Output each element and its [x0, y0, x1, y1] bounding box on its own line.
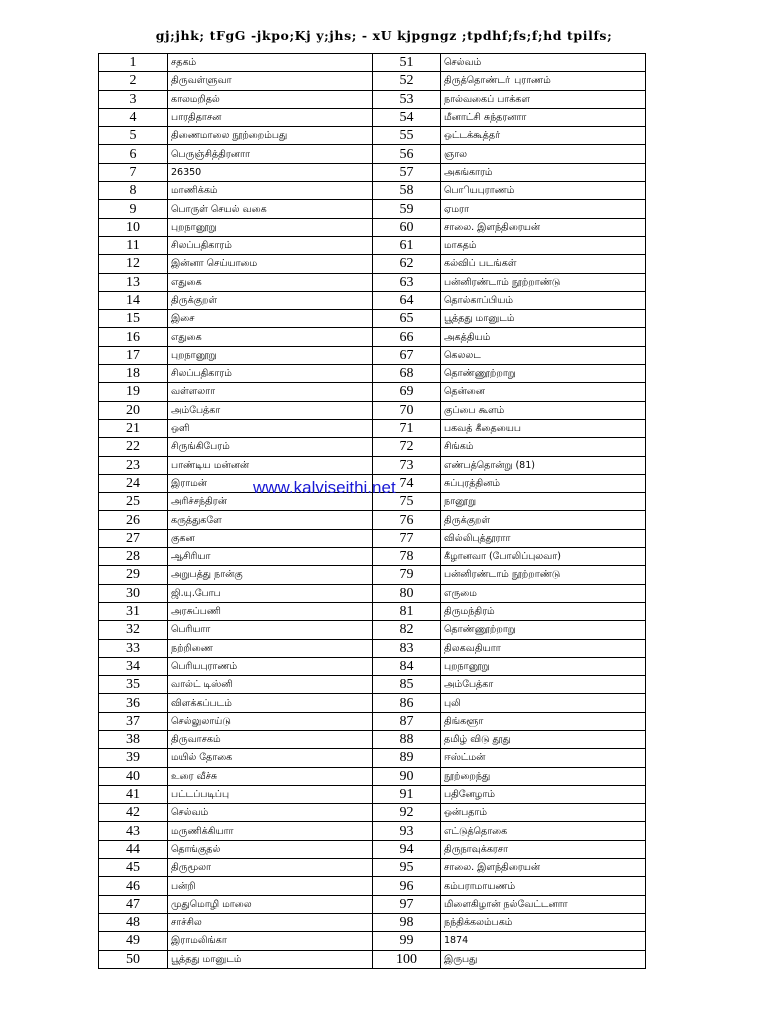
answer-cell: இசை: [168, 310, 373, 328]
answer-cell: பன்றி: [168, 877, 373, 895]
question-number: 73: [373, 456, 441, 474]
question-number: 66: [373, 328, 441, 346]
question-number: 14: [99, 291, 168, 309]
answer-cell: அம்பேத்கா: [168, 401, 373, 419]
answer-cell: பூத்தது மானுடம்: [168, 950, 373, 968]
answer-cell: நானூறு: [441, 493, 646, 511]
answer-cell: நற்றிணை: [168, 639, 373, 657]
question-number: 56: [373, 145, 441, 163]
answer-cell: இராமன்: [168, 474, 373, 492]
table-row: [99, 840, 646, 858]
answer-cell: தொண்ணூற்றாறு: [441, 365, 646, 383]
question-number: 41: [99, 785, 168, 803]
question-number: 61: [373, 236, 441, 254]
question-number: 40: [99, 767, 168, 785]
answer-cell: பகவத் கீதையைப: [441, 419, 646, 437]
question-number: 72: [373, 438, 441, 456]
question-number: 53: [373, 90, 441, 108]
question-number: 19: [99, 383, 168, 401]
table-row: [99, 511, 646, 529]
answer-cell: தொங்குதல்: [168, 840, 373, 858]
question-number: 16: [99, 328, 168, 346]
answer-cell: அரிச்சந்திரன்: [168, 493, 373, 511]
question-number: 6: [99, 145, 168, 163]
question-number: 54: [373, 108, 441, 126]
answer-cell: முதுமொழி மாலை: [168, 895, 373, 913]
question-number: 92: [373, 804, 441, 822]
answer-cell: பெருஞ்சித்திரனாா: [168, 145, 373, 163]
question-number: 22: [99, 438, 168, 456]
answer-cell: கம்பராமாயணம்: [441, 877, 646, 895]
answer-cell: புறநானூறு: [168, 346, 373, 364]
answer-cell: புறநானூறு: [168, 218, 373, 236]
table-row: [99, 712, 646, 730]
answer-cell: கெலலட: [441, 346, 646, 364]
answer-cell: 26350: [168, 163, 373, 181]
table-row: [99, 346, 646, 364]
answer-cell: வால்ட் டிஸ்னி: [168, 676, 373, 694]
answer-cell: மயில் தோகை: [168, 749, 373, 767]
answer-cell: நால்வகைப் பாக்கள: [441, 90, 646, 108]
question-number: 57: [373, 163, 441, 181]
table-row: [99, 804, 646, 822]
answer-cell: திருவாசகம்: [168, 730, 373, 748]
question-number: 63: [373, 273, 441, 291]
table-row: [99, 657, 646, 675]
question-number: 71: [373, 419, 441, 437]
question-number: 52: [373, 72, 441, 90]
question-number: 21: [99, 419, 168, 437]
question-number: 12: [99, 255, 168, 273]
answer-cell: பன்னிரண்டாம் நூற்றாண்டு: [441, 566, 646, 584]
table-row: [99, 72, 646, 90]
answer-cell: கீழானவா (போலிப்புலவா): [441, 548, 646, 566]
question-number: 59: [373, 200, 441, 218]
question-number: 51: [373, 54, 441, 72]
answer-cell: ஆசிரியா: [168, 548, 373, 566]
question-number: 94: [373, 840, 441, 858]
table-row: [99, 621, 646, 639]
answer-cell: அகத்தியம்: [441, 328, 646, 346]
answer-cell: சாச்சில: [168, 913, 373, 931]
question-number: 47: [99, 895, 168, 913]
answer-cell: திருக்குறள்: [168, 291, 373, 309]
answer-cell: ஏமரா: [441, 200, 646, 218]
answer-cell: காலமறிதல்: [168, 90, 373, 108]
table-row: [99, 255, 646, 273]
question-number: 38: [99, 730, 168, 748]
watermark: www.kalviseithi.net: [253, 478, 396, 497]
question-number: 44: [99, 840, 168, 858]
answer-cell: இராமலிங்கா: [168, 932, 373, 950]
question-number: 100: [373, 950, 441, 968]
table-row: [99, 566, 646, 584]
answer-cell: பாரதிதாசன: [168, 108, 373, 126]
table-row: [99, 877, 646, 895]
question-number: 3: [99, 90, 168, 108]
answer-cell: மருணிக்கியாா: [168, 822, 373, 840]
table-row: [99, 54, 646, 72]
answer-cell: நந்திக்கலம்பகம்: [441, 913, 646, 931]
question-number: 58: [373, 182, 441, 200]
question-number: 29: [99, 566, 168, 584]
question-number: 82: [373, 621, 441, 639]
answer-cell: நூற்றைந்து: [441, 767, 646, 785]
table-row: [99, 639, 646, 657]
answer-cell: எருமை: [441, 584, 646, 602]
table-row: [99, 548, 646, 566]
question-number: 98: [373, 913, 441, 931]
answer-cell: செல்வம்: [168, 804, 373, 822]
question-number: 35: [99, 676, 168, 694]
answer-cell: சிருங்கிபேரம்: [168, 438, 373, 456]
question-number: 17: [99, 346, 168, 364]
answer-cell: திலகவதியாா: [441, 639, 646, 657]
answer-cell: சதகம்: [168, 54, 373, 72]
question-number: 64: [373, 291, 441, 309]
answer-cell: ஜி.யு.போப: [168, 584, 373, 602]
answer-cell: சிங்கம்: [441, 438, 646, 456]
answer-cell: சாலை. இளந்திரையன்: [441, 218, 646, 236]
table-row: [99, 200, 646, 218]
answer-cell: எதுகை: [168, 273, 373, 291]
question-number: 20: [99, 401, 168, 419]
answer-cell: தொண்ணூற்றாறு: [441, 621, 646, 639]
answer-cell: மாணிக்கம்: [168, 182, 373, 200]
table-row: [99, 145, 646, 163]
answer-cell: திருமூலா: [168, 859, 373, 877]
question-number: 88: [373, 730, 441, 748]
answer-cell: ஒட்டக்கூத்தா்: [441, 127, 646, 145]
document-title: gj;jhk; tFgG -jkpo;Kj y;jhs; - xU kjpgngz ;tpdhf;fs;f;hd tpilfs;: [155, 28, 613, 43]
answer-cell: அம்பேத்கா: [441, 676, 646, 694]
question-number: 34: [99, 657, 168, 675]
question-number: 32: [99, 621, 168, 639]
table-row: [99, 913, 646, 931]
table-row: [99, 950, 646, 968]
question-number: 8: [99, 182, 168, 200]
table-row: [99, 163, 646, 181]
table-row: [99, 785, 646, 803]
table-row: [99, 401, 646, 419]
question-number: 74: [373, 474, 441, 492]
question-number: 93: [373, 822, 441, 840]
answer-cell: மிளைகிழான் நல்வேட்டனாா: [441, 895, 646, 913]
answer-cell: தென்னை: [441, 383, 646, 401]
question-number: 26: [99, 511, 168, 529]
answer-cell: பதினேழாம்: [441, 785, 646, 803]
answer-cell: பெரியாா: [168, 621, 373, 639]
answer-cell: வில்லிபுத்தூராா: [441, 529, 646, 547]
answer-cell: இருபது: [441, 950, 646, 968]
question-number: 65: [373, 310, 441, 328]
question-number: 45: [99, 859, 168, 877]
answer-cell: தொல்காப்பியம்: [441, 291, 646, 309]
question-number: 80: [373, 584, 441, 602]
answer-cell: உரை வீச்சு: [168, 767, 373, 785]
question-number: 99: [373, 932, 441, 950]
question-number: 69: [373, 383, 441, 401]
answer-cell: 1874: [441, 932, 646, 950]
question-number: 70: [373, 401, 441, 419]
answer-cell: மீனாட்சி சுந்தரனாா: [441, 108, 646, 126]
question-number: 43: [99, 822, 168, 840]
answer-cell: அரசுப்பணி: [168, 602, 373, 620]
answer-cell: திணைமாலை நூற்றைம்பது: [168, 127, 373, 145]
answer-cell: எட்டுத்தொகை: [441, 822, 646, 840]
answer-cell: ஒன்பதாம்: [441, 804, 646, 822]
table-row: [99, 328, 646, 346]
question-number: 4: [99, 108, 168, 126]
question-number: 48: [99, 913, 168, 931]
question-number: 9: [99, 200, 168, 218]
answer-cell: ஒளி: [168, 419, 373, 437]
question-number: 18: [99, 365, 168, 383]
question-number: 7: [99, 163, 168, 181]
answer-cell: சிலப்பதிகாரம்: [168, 365, 373, 383]
question-number: 46: [99, 877, 168, 895]
question-number: 83: [373, 639, 441, 657]
answer-cell: விளக்கப்படம்: [168, 694, 373, 712]
question-number: 91: [373, 785, 441, 803]
question-number: 33: [99, 639, 168, 657]
question-number: 76: [373, 511, 441, 529]
answer-key-body: [99, 54, 646, 969]
question-number: 49: [99, 932, 168, 950]
question-number: 90: [373, 767, 441, 785]
table-row: [99, 419, 646, 437]
answer-key-table: [98, 53, 646, 969]
question-number: 25: [99, 493, 168, 511]
answer-cell: புறநானூறு: [441, 657, 646, 675]
answer-cell: திருமந்திரம்: [441, 602, 646, 620]
answer-cell: பெரியபுராணம்: [168, 657, 373, 675]
question-number: 10: [99, 218, 168, 236]
question-number: 87: [373, 712, 441, 730]
question-number: 81: [373, 602, 441, 620]
answer-cell: திருநாவுக்கரசா: [441, 840, 646, 858]
answer-cell: வள்ளலாா: [168, 383, 373, 401]
question-number: 27: [99, 529, 168, 547]
table-row: [99, 602, 646, 620]
table-row: [99, 273, 646, 291]
table-row: [99, 383, 646, 401]
question-number: 97: [373, 895, 441, 913]
table-row: [99, 182, 646, 200]
question-number: 39: [99, 749, 168, 767]
table-row: [99, 365, 646, 383]
table-row: [99, 310, 646, 328]
answer-cell: திங்களூா: [441, 712, 646, 730]
answer-cell: கல்விப் படங்கள்: [441, 255, 646, 273]
question-number: 13: [99, 273, 168, 291]
question-number: 50: [99, 950, 168, 968]
answer-cell: பாண்டிய மன்னன்: [168, 456, 373, 474]
answer-cell: அறுபத்து நான்கு: [168, 566, 373, 584]
table-row: [99, 291, 646, 309]
question-number: 67: [373, 346, 441, 364]
question-number: 11: [99, 236, 168, 254]
table-row: [99, 694, 646, 712]
question-number: 86: [373, 694, 441, 712]
question-number: 36: [99, 694, 168, 712]
answer-cell: குப்பை கூளம்: [441, 401, 646, 419]
question-number: 79: [373, 566, 441, 584]
answer-cell: குகன: [168, 529, 373, 547]
question-number: 62: [373, 255, 441, 273]
question-number: 89: [373, 749, 441, 767]
table-row: [99, 584, 646, 602]
question-number: 31: [99, 602, 168, 620]
answer-cell: செல்லுலாய்டு: [168, 712, 373, 730]
answer-cell: திருக்குறள்: [441, 511, 646, 529]
table-row: [99, 730, 646, 748]
table-row: [99, 529, 646, 547]
question-number: 85: [373, 676, 441, 694]
table-row: [99, 438, 646, 456]
table-row: [99, 236, 646, 254]
table-row: [99, 456, 646, 474]
answer-cell: புலி: [441, 694, 646, 712]
table-row: [99, 895, 646, 913]
question-number: 2: [99, 72, 168, 90]
answer-cell: திருத்தொண்டா் புராணம்: [441, 72, 646, 90]
table-row: [99, 127, 646, 145]
table-row: [99, 108, 646, 126]
answer-cell: பொருள் செயல் வகை: [168, 200, 373, 218]
answer-cell: மாகதம்: [441, 236, 646, 254]
question-number: 95: [373, 859, 441, 877]
question-number: 28: [99, 548, 168, 566]
table-row: [99, 859, 646, 877]
table-row: [99, 749, 646, 767]
answer-cell: சாலை. இளந்திரையன்: [441, 859, 646, 877]
answer-cell: ஞால: [441, 145, 646, 163]
table-row: [99, 822, 646, 840]
answer-cell: சுப்புரத்தினம்: [441, 474, 646, 492]
question-number: 55: [373, 127, 441, 145]
answer-cell: எதுகை: [168, 328, 373, 346]
question-number: 68: [373, 365, 441, 383]
answer-cell: தமிழ் விடு தூது: [441, 730, 646, 748]
answer-cell: திருவள்ளுவா: [168, 72, 373, 90]
question-number: 42: [99, 804, 168, 822]
table-row: [99, 90, 646, 108]
question-number: 24: [99, 474, 168, 492]
table-row: [99, 676, 646, 694]
answer-cell: அகங்காரம்: [441, 163, 646, 181]
table-row: [99, 767, 646, 785]
answer-cell: சிலப்பதிகாரம்: [168, 236, 373, 254]
answer-cell: பொியபுராணம்: [441, 182, 646, 200]
answer-cell: பன்னிரண்டாம் நூற்றாண்டு: [441, 273, 646, 291]
question-number: 75: [373, 493, 441, 511]
answer-cell: எண்பத்தொன்று (81): [441, 456, 646, 474]
answer-cell: பட்டப்படிப்பு: [168, 785, 373, 803]
question-number: 1: [99, 54, 168, 72]
question-number: 30: [99, 584, 168, 602]
table-row: [99, 932, 646, 950]
question-number: 60: [373, 218, 441, 236]
question-number: 78: [373, 548, 441, 566]
answer-cell: ஈஸ்ட்மன்: [441, 749, 646, 767]
question-number: 37: [99, 712, 168, 730]
question-number: 23: [99, 456, 168, 474]
question-number: 15: [99, 310, 168, 328]
table-row: [99, 218, 646, 236]
question-number: 96: [373, 877, 441, 895]
answer-cell: பூத்தது மானுடம்: [441, 310, 646, 328]
answer-cell: இன்னா செய்யாமை: [168, 255, 373, 273]
answer-cell: கருத்துகளே: [168, 511, 373, 529]
question-number: 5: [99, 127, 168, 145]
question-number: 77: [373, 529, 441, 547]
question-number: 84: [373, 657, 441, 675]
answer-cell: செல்வம்: [441, 54, 646, 72]
